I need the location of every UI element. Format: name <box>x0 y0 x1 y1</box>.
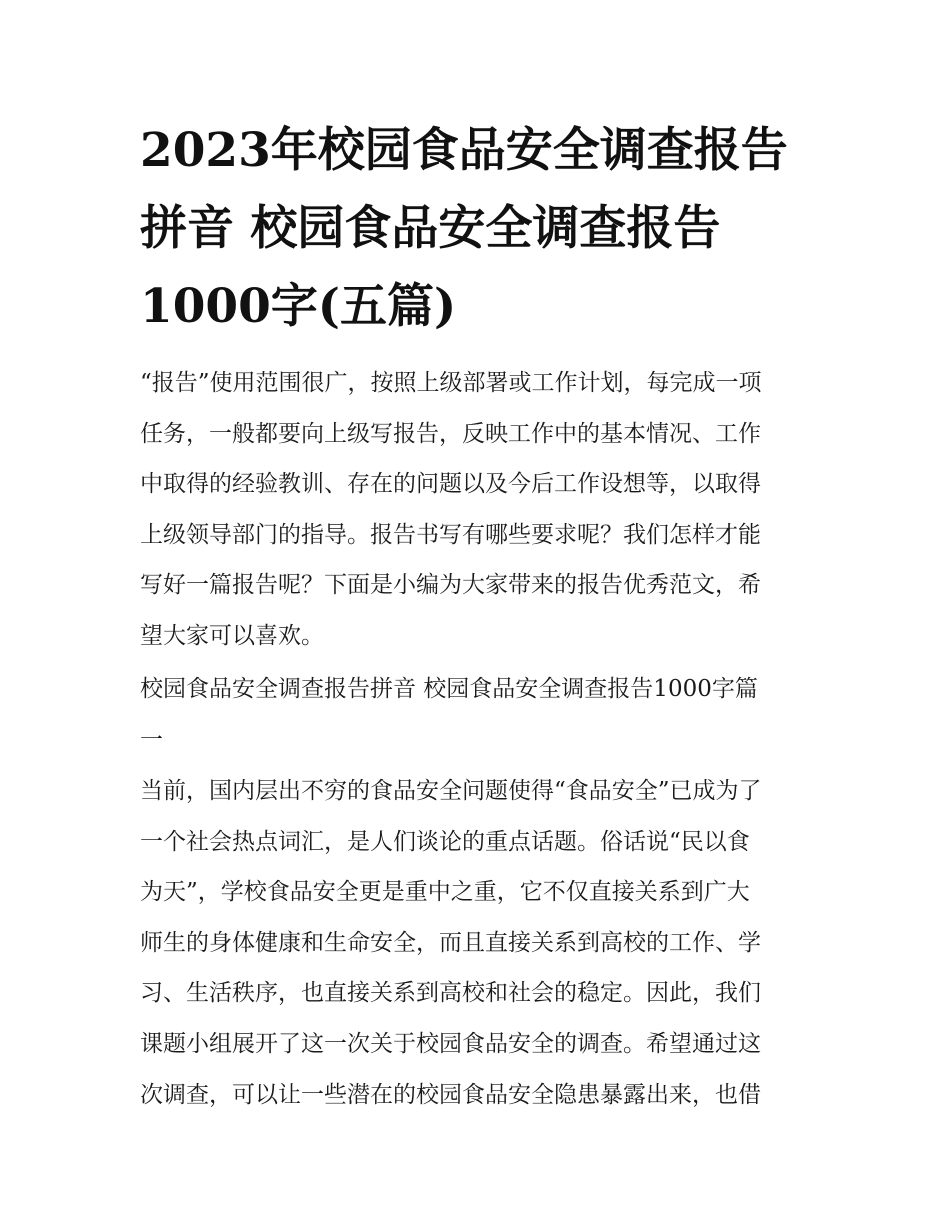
text-line: 习、生活秩序，也直接关系到高校和社会的稳定。因此，我们 <box>140 980 761 1007</box>
text-line: 师生的身体健康和生命安全，而且直接关系到高校的工作、学 <box>140 929 761 956</box>
text-line: 校园食品安全调查报告拼音 校园食品安全调查报告1000字篇 <box>140 676 758 702</box>
title-line: 2023年校园食品安全调查报告 <box>140 123 788 178</box>
text-line: 望大家可以喜欢。 <box>140 622 324 649</box>
intro-paragraph <box>140 358 830 662</box>
title-line: 1000字(五篇) <box>140 279 457 334</box>
text-line: 中取得的经验教训、存在的问题以及今后工作设想等，以取得 <box>140 471 761 498</box>
text-line: 课题小组展开了这一次关于校园食品安全的调查。希望通过这 <box>140 1030 761 1057</box>
text-line: 一个社会热点词汇，是人们谈论的重点话题。俗话说“民以食 <box>140 828 750 855</box>
text-line: 次调查，可以让一些潜在的校园食品安全隐患暴露出来，也借 <box>140 1081 761 1108</box>
title-line: 拼音 校园食品安全调查报告 <box>140 201 721 256</box>
text-line: 当前，国内层出不穷的食品安全问题使得“食品安全”已成为了 <box>140 778 762 804</box>
text-line: 为天”，学校食品安全更是重中之重，它不仅直接关系到广大 <box>140 879 750 906</box>
document-title <box>140 112 820 346</box>
text-line: 一 <box>140 726 163 753</box>
text-line: 任务，一般都要向上级写报告，反映工作中的基本情况、工作 <box>140 420 761 447</box>
text-line: 写好一篇报告呢？下面是小编为大家带来的报告优秀范文，希 <box>140 572 761 599</box>
text-line: “报告”使用范围很广，按照上级部署或工作计划，每完成一项 <box>140 370 762 396</box>
text-line: 上级领导部门的指导。报告书写有哪些要求呢？我们怎样才能 <box>140 521 761 548</box>
section-heading <box>140 664 830 765</box>
body-paragraph <box>140 766 830 1120</box>
